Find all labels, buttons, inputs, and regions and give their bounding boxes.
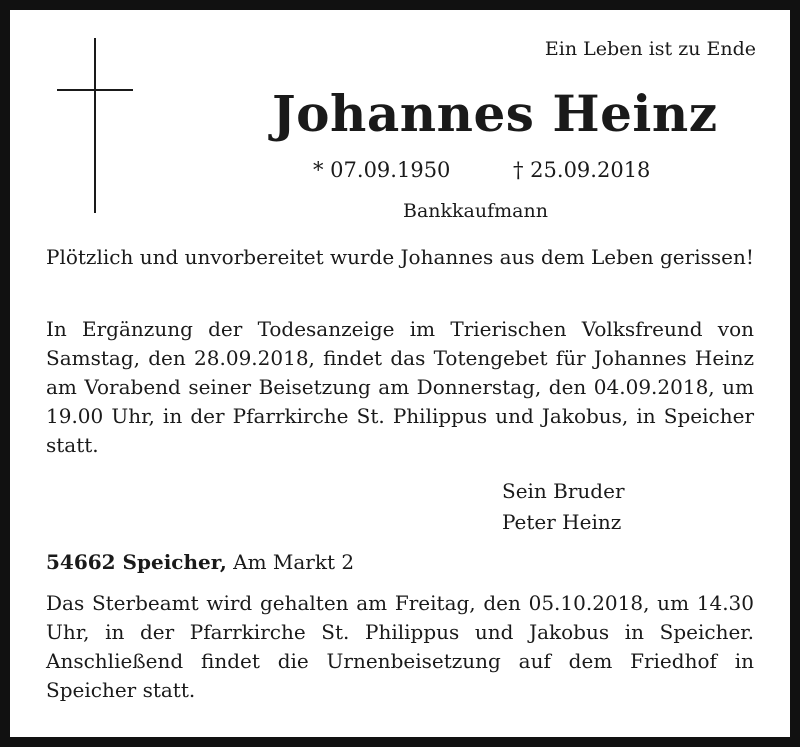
- address-postcode-city: 54662 Speicher,: [46, 550, 227, 574]
- requiem-paragraph: Das Sterbeamt wird gehalten am Freitag, den 05.10.2018, um 14.30 Uhr, in der Pfarrkirche St. Philippus und Jakobus in Speicher. Anschließend findet die Urnenbeisetzung auf dem Friedhof in Speicher statt.: [46, 591, 754, 702]
- deceased-name: Johannes Heinz: [272, 84, 718, 143]
- cross-vertical-bar: [94, 38, 96, 213]
- signature-name: Peter Heinz: [502, 510, 622, 534]
- address: [46, 550, 354, 574]
- profession: Bankkaufmann: [403, 200, 548, 222]
- tagline: Ein Leben ist zu Ende: [544, 38, 756, 60]
- signature-relation: Sein Bruder: [502, 479, 625, 503]
- prayer-paragraph: In Ergänzung der Todesanzeige im Trierischen Volksfreund von Samstag, den 28.09.2018, findet das Totengebet für Johannes Heinz am Vorabend seiner Beisetzung am Donnerstag, den 04.09.2018, um 19.00 Uhr, in der Pfarrkirche St. Philippus und Jakobus, in Speicher statt.: [46, 317, 754, 457]
- cross-horizontal-bar: [57, 89, 133, 91]
- address-street: Am Markt 2: [226, 550, 355, 574]
- intro-paragraph: Plötzlich und unvorbereitet wurde Johannes aus dem Leben gerissen!: [46, 245, 754, 269]
- death-date: † 25.09.2018: [513, 158, 651, 182]
- birth-date: * 07.09.1950: [313, 158, 451, 182]
